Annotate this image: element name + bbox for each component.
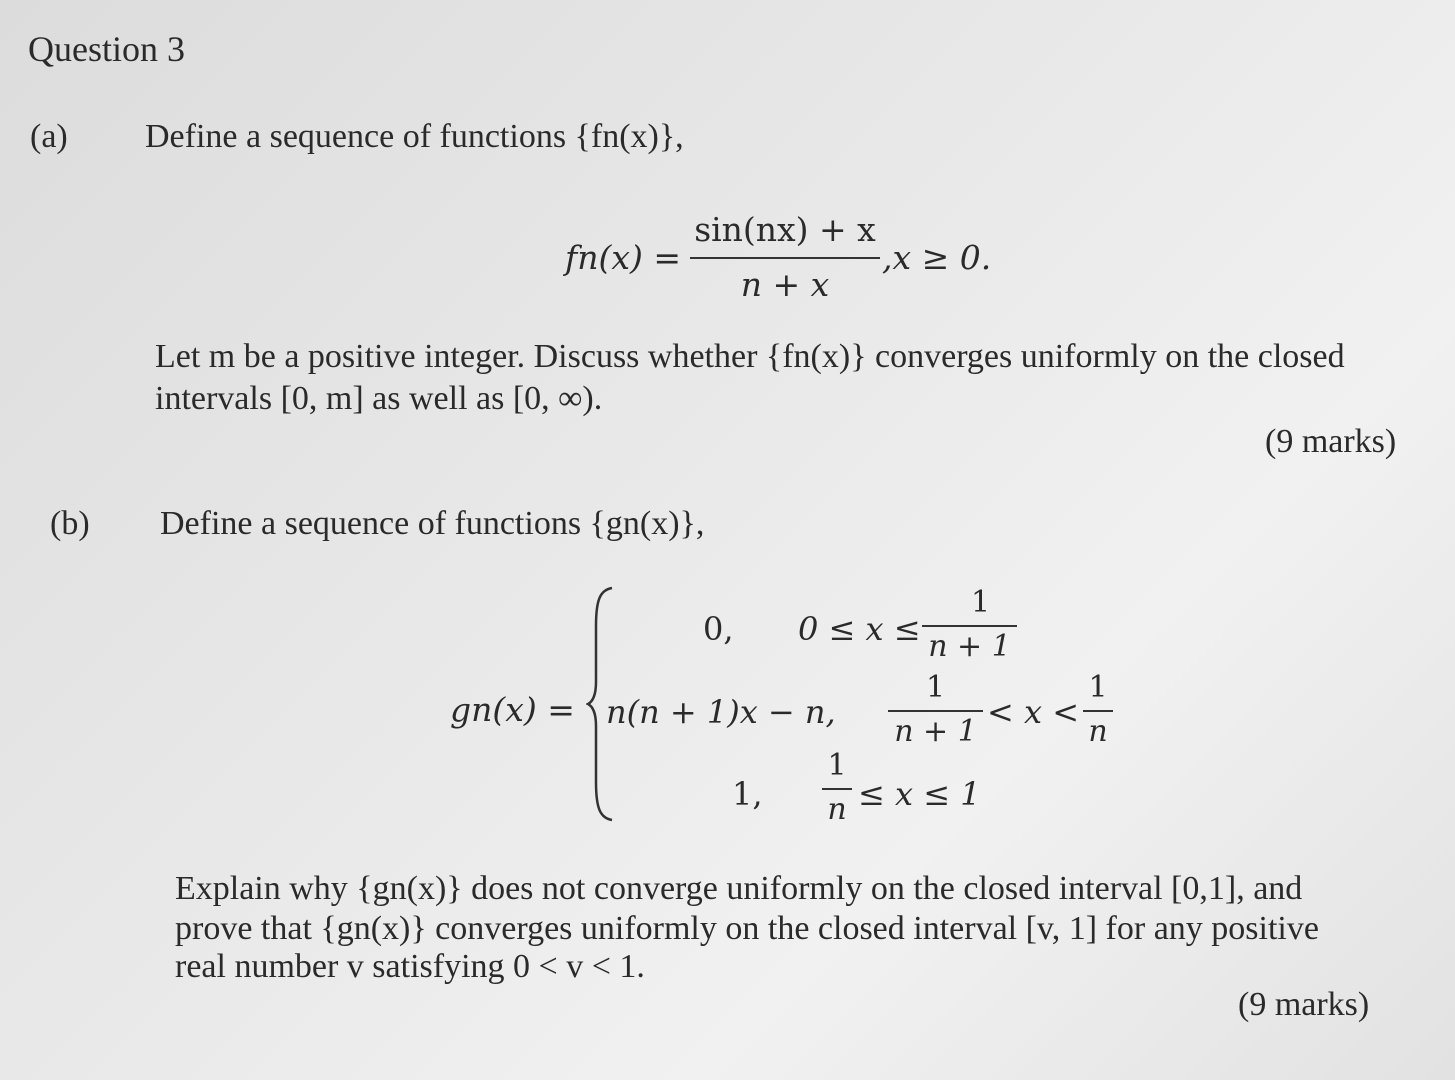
case2-condition-mid: < x < [987,693,1080,731]
part-a-question-line2: intervals [0, m] as well as [0, ∞). [155,380,603,417]
fn-lhs: fn(x) = [565,238,681,277]
case2-frac1-num: 1 [925,670,946,705]
case2-fraction-left [888,670,983,755]
case2-frac2-den: n [1088,714,1108,749]
case3-value: 1, [732,775,763,813]
case1-fraction [922,585,1017,670]
case1-frac-num: 1 [970,585,991,620]
part-b-label: (b) [50,505,90,542]
fraction-bar [888,710,983,712]
part-a-intro: Define a sequence of functions {fn(x)}, [145,118,684,155]
fn-fraction [690,205,880,305]
case3-frac-den: n [827,792,847,827]
case2-fraction-right [1083,670,1113,755]
part-b-question-line2: prove that {gn(x)} converges uniformly on the closed interval [v, 1] for any positive [175,910,1319,947]
fn-condition: ,x ≥ 0. [882,238,992,277]
case2-frac1-den: n + 1 [894,714,977,749]
case1-value: 0, [703,610,734,648]
case2-frac2-num: 1 [1088,670,1108,705]
fraction-bar [822,788,852,790]
case3-condition-right: ≤ x ≤ 1 [858,775,981,813]
fraction-bar [690,257,880,259]
case1-frac-den: n + 1 [928,629,1011,664]
case1-condition-left: 0 ≤ x ≤ [798,610,921,648]
case2-value: n(n + 1)x − n, [606,693,836,731]
case3-fraction [822,748,852,833]
part-b-intro: Define a sequence of functions {gn(x)}, [160,505,705,542]
fraction-bar [1083,710,1113,712]
part-a-question-line1: Let m be a positive integer. Discuss whether {fn(x)} converges uniformly on the closed [155,338,1345,375]
part-b-marks: (9 marks) [1238,986,1370,1023]
gn-lhs: gn(x) = [450,690,575,729]
question-title: Question 3 [28,29,185,69]
fraction-bar [922,625,1017,627]
part-b-question-line1: Explain why {gn(x)} does not converge uniformly on the closed interval [0,1], and [175,870,1303,907]
fn-denominator: n + x [740,265,830,304]
case3-frac-num: 1 [827,748,847,783]
fn-numerator: sin(nx) + x [694,210,876,249]
part-a-marks: (9 marks) [1265,423,1397,460]
part-b-question-line3: real number v satisfying 0 < v < 1. [175,948,645,985]
part-a-label: (a) [30,118,68,155]
